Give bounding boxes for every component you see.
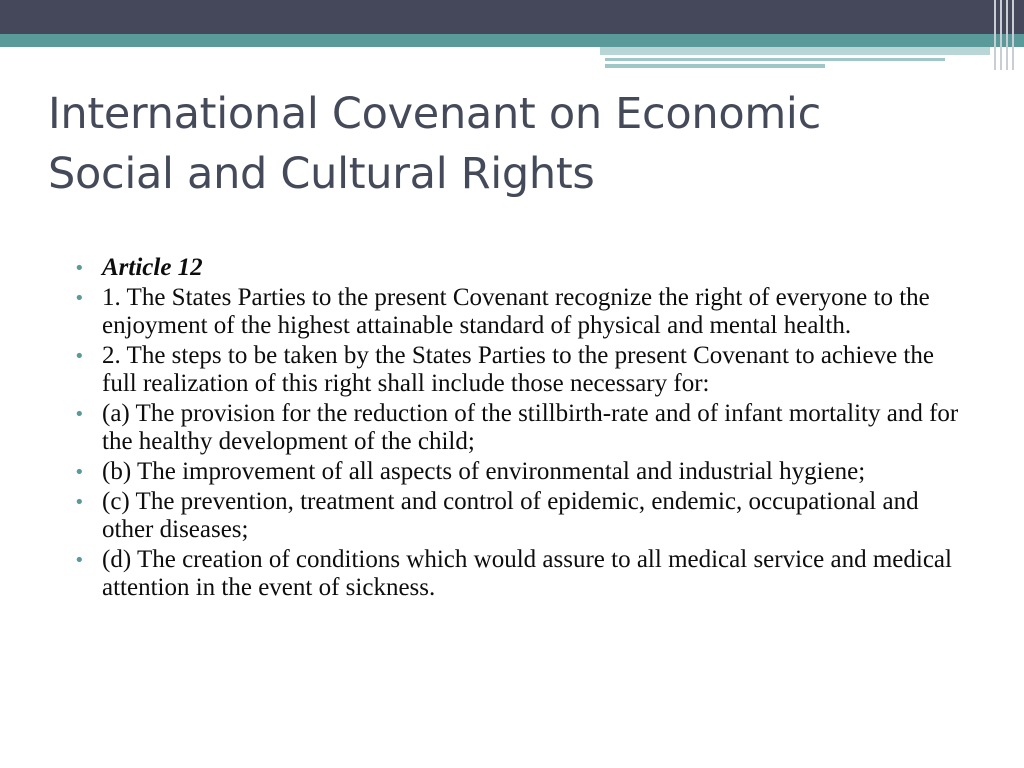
bullet-item (74, 488, 974, 544)
bullet-text: (d) The creation of conditions which would assure to all medical service and medical attention in the event of sickness. (102, 546, 952, 601)
bullet-item (74, 342, 974, 398)
bullet-text: (c) The prevention, treatment and control of epidemic, endemic, occupational and other diseases; (102, 488, 919, 543)
article-heading: Article 12 (102, 254, 203, 281)
bullet-icon: • (74, 404, 85, 425)
bullet-text: (a) The provision for the reduction of the stillbirth-rate and of infant mortality and for the healthy development of the child; (102, 400, 959, 455)
bullet-item (74, 284, 974, 340)
bullet-icon: • (74, 258, 85, 279)
accent-band-light (600, 47, 990, 55)
bullet-icon: • (74, 288, 85, 309)
bullet-text: (b) The improvement of all aspects of environmental and industrial hygiene; (102, 458, 866, 485)
decorative-stripes (990, 0, 1024, 70)
bullet-icon: • (74, 550, 85, 571)
bullet-icon: • (74, 346, 85, 367)
bullet-item (74, 254, 974, 282)
slide-title-line: International Covenant on Economic (48, 89, 821, 139)
accent-band (0, 34, 1024, 47)
bullet-text: 2. The steps to be taken by the States Parties to the present Covenant to achieve the full realization of this right shall include those necessary for: (102, 342, 934, 397)
bullet-item (74, 400, 974, 456)
bullet-item (74, 546, 974, 602)
bullet-text: 1. The States Parties to the present Covenant recognize the right of everyone to the enjoyment of the highest attainable standard of physical and mental health. (102, 284, 930, 339)
bullet-icon: • (74, 492, 85, 513)
slide-title-line: Social and Cultural Rights (48, 149, 595, 199)
bullet-item (74, 458, 974, 486)
accent-line (605, 64, 825, 68)
bullet-list (74, 254, 974, 604)
header-bar (0, 0, 1024, 34)
bullet-icon: • (74, 462, 85, 483)
slide-title (48, 84, 968, 204)
accent-line (605, 58, 945, 61)
